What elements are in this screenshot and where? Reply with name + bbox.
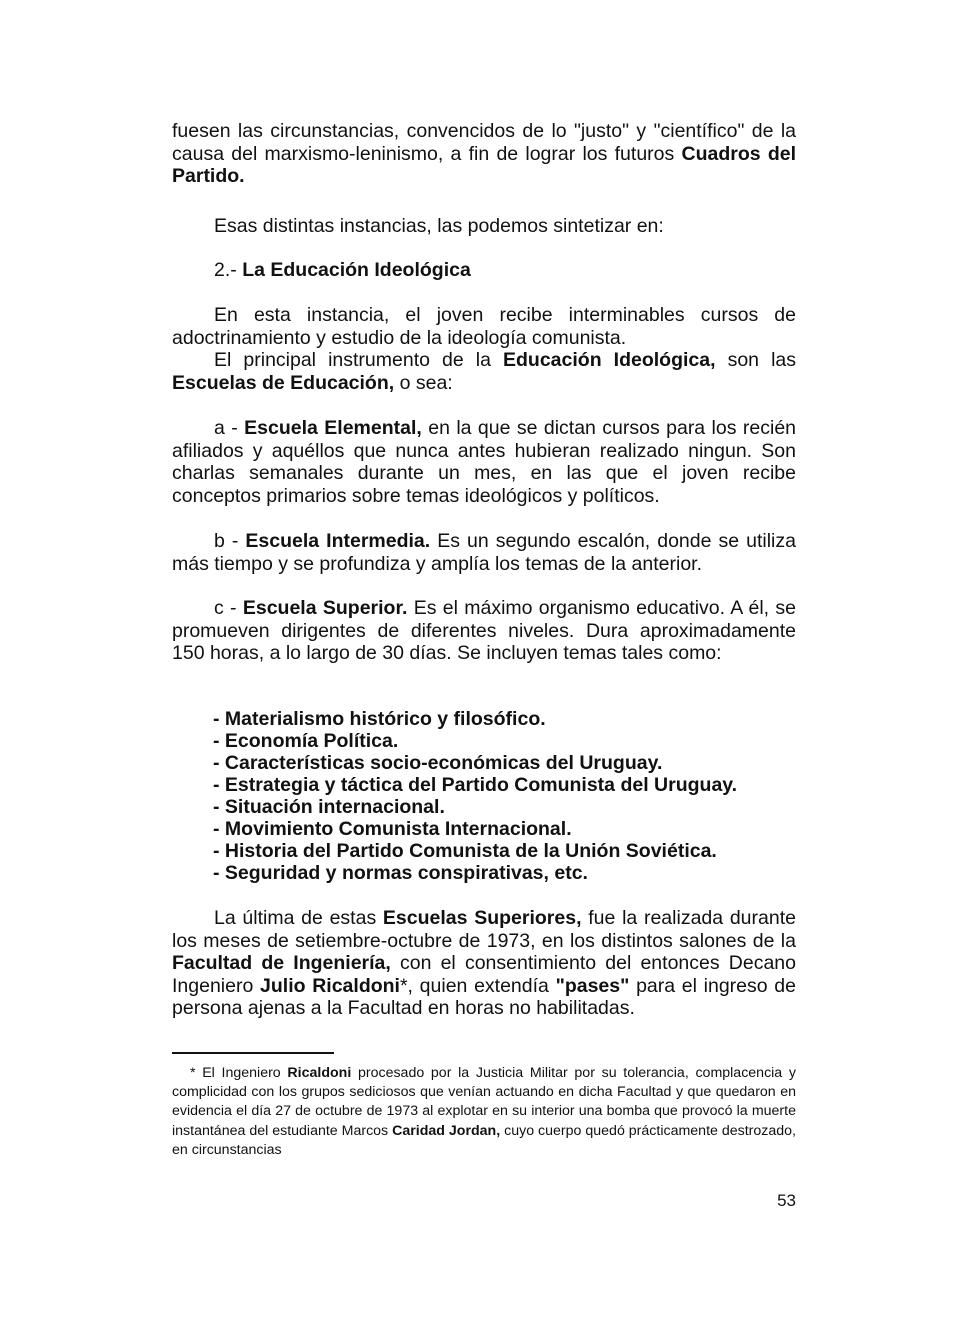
footnote bbox=[172, 1064, 796, 1160]
bold-run: Escuelas Superiores, bbox=[382, 907, 582, 929]
text-run: c - bbox=[214, 597, 243, 619]
text-run: b - bbox=[214, 530, 246, 552]
text-run: para el ingreso de persona ajenas a la Facultad en horas no habilitadas. bbox=[172, 974, 796, 1020]
list-item: - Historia del Partido Comunista de la Unión Soviética. bbox=[213, 840, 717, 862]
paragraph-instancia bbox=[172, 304, 796, 349]
text-run: con el consentimiento del entonces Decano Ingeniero bbox=[172, 952, 796, 997]
text-run: La última de estas bbox=[214, 907, 383, 929]
list-item: - Economía Política. bbox=[213, 730, 399, 752]
text-run: a - bbox=[214, 417, 245, 439]
page-number: 53 bbox=[777, 1191, 796, 1210]
bold-run: Caridad Jordan, bbox=[392, 1122, 501, 1139]
bold-run: Ricaldoni bbox=[287, 1065, 352, 1081]
bold-run: Cuadros del Partido. bbox=[172, 142, 796, 188]
text-run: en la que se dictan cursos para los recién afiliados y aquéllos que nunca antes hubieran realizado ningun. Son charlas semanales durante un mes, en las que el joven recibe conceptos primarios sobre temas ideológicos y políticos. bbox=[172, 417, 797, 507]
text-run: procesado por la Justicia Militar por su tolerancia, complacencia y complicidad con los grupos sediciosos que venían actuando en dicha Facultad y que quedaron en evidencia el día 27 de octubre de 1973 al explotar en su interior una bomba que provocó la muerte instantánea del estudiante Marcos bbox=[172, 1065, 796, 1139]
topic-list bbox=[213, 708, 798, 884]
heading-title: La Educación Ideológica bbox=[242, 259, 471, 281]
text-run: * El Ingeniero bbox=[190, 1065, 288, 1081]
paragraph-escuela-elemental bbox=[172, 417, 796, 507]
text-run: son las bbox=[715, 349, 796, 371]
text-run: o sea: bbox=[394, 371, 453, 394]
bold-run: "pases" bbox=[555, 974, 630, 997]
text-run: Esas distintas instancias, las podemos sintetizar en: bbox=[214, 215, 664, 237]
text-run: fue la realizada durante los meses de setiembre-octubre de 1973, en los distintos salones de la bbox=[172, 907, 796, 952]
footnote-divider bbox=[172, 1052, 334, 1054]
heading-number: 2.- bbox=[214, 259, 243, 281]
paragraph-sintesis bbox=[172, 215, 796, 238]
bold-run: Escuelas de Educación, bbox=[172, 371, 395, 394]
paragraph-instrumento bbox=[172, 349, 796, 394]
bold-run: Escuela Elemental, bbox=[244, 417, 422, 439]
list-item: - Estrategia y táctica del Partido Comunista del Uruguay. bbox=[213, 774, 738, 796]
bold-run: Facultad de Ingeniería, bbox=[172, 952, 391, 975]
list-item: - Seguridad y normas conspirativas, etc. bbox=[213, 862, 588, 884]
bold-run: Escuela Superior. bbox=[242, 597, 408, 619]
text-run: En esta instancia, el joven recibe interminables cursos de adoctrinamiento y estudio de la ideología comunista. bbox=[172, 304, 796, 349]
list-item: - Movimiento Comunista Internacional. bbox=[213, 818, 572, 840]
bold-run: Escuela Intermedia. bbox=[245, 530, 431, 552]
text-run: Es un segundo escalón, donde se utiliza más tiempo y se profundiza y amplía los temas de la anterior. bbox=[172, 530, 796, 575]
list-item: - Situación internacional. bbox=[213, 796, 445, 818]
text-run: cuyo cuerpo quedó prácticamente destrozado, en circunstancias bbox=[172, 1122, 796, 1158]
text-run: *, quien extendía bbox=[399, 974, 556, 997]
paragraph-ultima bbox=[172, 907, 796, 1020]
section-heading bbox=[172, 259, 796, 282]
text-run: El principal instrumento de la bbox=[214, 349, 503, 371]
list-item: - Características socio-económicas del Uruguay. bbox=[213, 752, 663, 774]
bold-run: Educación Ideológica, bbox=[503, 349, 716, 371]
paragraph-escuela-superior bbox=[172, 597, 796, 665]
paragraph-intro bbox=[172, 120, 796, 188]
bold-run: Julio Ricaldoni bbox=[260, 974, 400, 997]
text-run: Es el máximo organismo educativo. A él, se promueven dirigentes de diferentes niveles. Dura aproximadamente 150 horas, a lo largo de 30 días. Se incluyen temas tales como: bbox=[172, 597, 796, 665]
text-run: fuesen las circunstancias, convencidos de lo "justo" y "científico" de la causa del marxismo-leninismo, a fin de lograr los futuros bbox=[172, 120, 796, 165]
list-item: - Materialismo histórico y filosófico. bbox=[213, 708, 546, 730]
paragraph-escuela-intermedia bbox=[172, 530, 796, 575]
